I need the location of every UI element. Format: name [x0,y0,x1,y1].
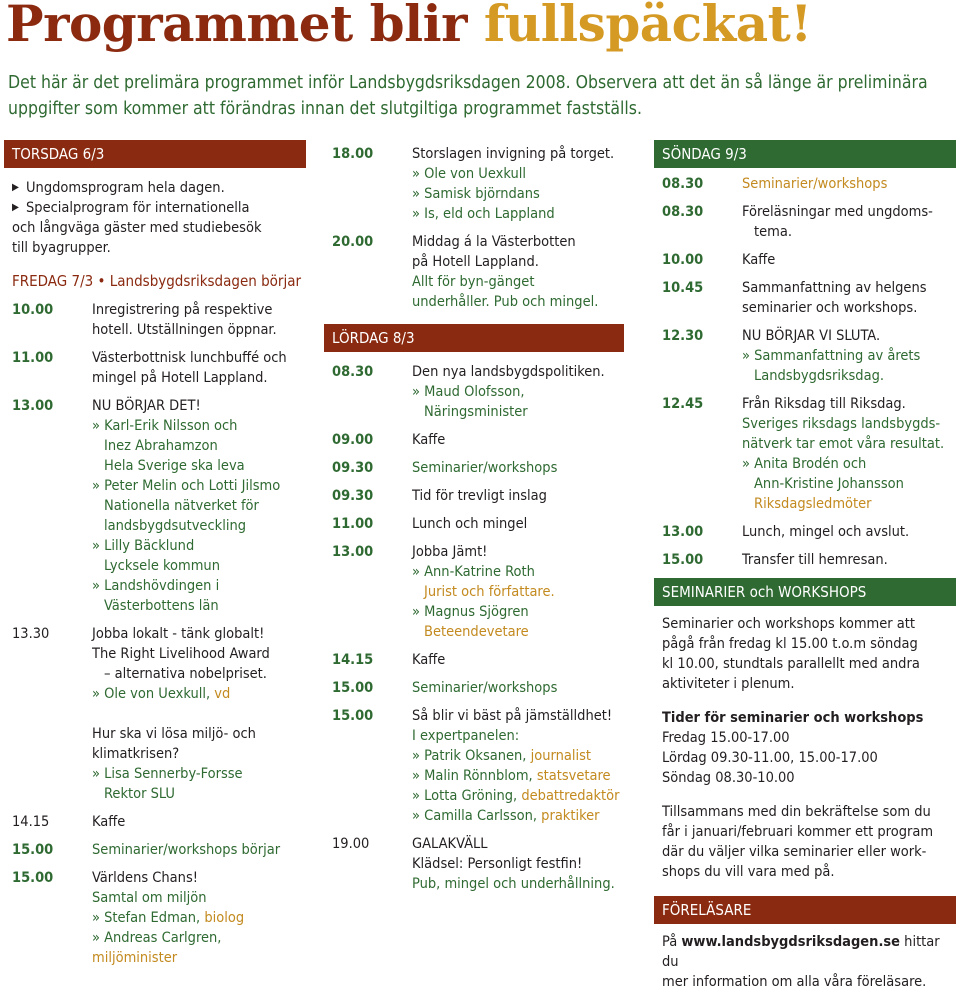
column-friday-saturday [324,144,624,902]
schedule-row: 15.00 Så blir vi bäst på jämställdhet! I expertpanelen: » Patrik Oksanen, journalist » Malin Rönnblom, statsvetare » Lotta Gröning, debattredaktör » Camilla Carlsson, praktiker [332,708,620,824]
seminarier-header: SEMINARIER och WORKSHOPS [654,578,956,606]
schedule-row: 19.00 GALAKVÄLL Klädsel: Personligt festfin! Pub, mingel och underhållning. [332,836,615,892]
schedule-row: 10.00 Kaffe [662,252,776,268]
schedule-row: 09.00 Kaffe [332,432,446,448]
schedule-row: 08.30 Den nya landsbygdspolitiken. » Maud Olofsson, Näringsminister [332,364,605,420]
fredag-header: FREDAG 7/3 • Landsbygdsriksdagen börjar [12,272,302,290]
schedule-row: 11.00 Västerbottnisk lunchbuffé och mingel på Hotell Lappland. [12,350,287,386]
schedule-row: 15.00 Världens Chans! Samtal om miljön » Stefan Edman, biolog » Andreas Carlgren, miljöminister [12,870,245,966]
schedule-row: 09.30 Seminarier/workshops [332,460,558,476]
schedule-row: 11.00 Lunch och mingel [332,516,528,532]
schedule-row: 15.00 Transfer till hemresan. [662,552,888,568]
schedule-row: 14.15 Kaffe [332,652,446,668]
seminarier-text: Seminarier och workshops kommer att pågå från fredag kl 15.00 t.o.m söndag kl 10.00, stundtals parallellt med andra aktiviteter i plenum. Tider för seminarier och workshops Fredag 15.00-17.00 Lördag 09.30-11.00, 15.00-17.00 Söndag 08.30-10.00 Tillsammans med din bekräftelse som du får i januari/februari kommer ett program där du väljer vilka seminarier eller work- shops du vill vara med på. [662,616,934,880]
schedule-row: 08.30 Föreläsningar med ungdoms- tema. [662,204,933,240]
schedule-row: 13.00 Jobba Jämt! » Ann-Katrine Roth Jurist och författare. » Magnus Sjögren Beteendevetare [332,544,555,640]
schedule-row: 08.30 Seminarier/workshops [662,176,888,192]
schedule-row: 20.00 Middag á la Västerbotten på Hotell Lappland. Allt för byn-gänget underhåller. Pub och mingel. [332,234,599,310]
schedule-row: 14.15 Kaffe [12,814,126,830]
schedule-row: 12.45 Från Riksdag till Riksdag. Sveriges riksdags landsbygds- nätverk tar emot våra resultat. » Anita Brodén och Ann-Kristine Johansson Riksdagsledmöter [662,396,945,512]
page-title [6,0,812,53]
torsdag-header: TORSDAG 6/3 [4,140,306,168]
schedule-row: 15.00 Seminarier/workshops börjar [12,842,281,858]
schedule-row: 15.00 Seminarier/workshops [332,680,558,696]
forelasare-header: FÖRELÄSARE [654,896,956,924]
bullet-item: ▶ Ungdomsprogram hela dagen. [12,180,225,196]
schedule-row: 13.00 NU BÖRJAR DET! » Karl-Erik Nilsson och Inez Abrahamzon Hela Sverige ska leva » Peter Melin och Lotti Jilsmo Nationella nätverket för landsbygdsutveckling » Lilly Bäcklund Lycksele kommun » Landshövdingen i Västerbottens län [12,398,281,614]
bullet-item: ▶ Specialprogram för internationella och långväga gäster med studiebesök till byagrupper. [12,200,262,256]
lordag-header: LÖRDAG 8/3 [324,324,624,352]
website-link[interactable]: www.landsbygdsriksdagen.se [681,934,901,950]
intro-text: Det här är det prelimära programmet inför Landsbygdsriksdagen 2008. Observera att det än så länge är preliminära uppgifter som kommer att förändras innan det slutgiltiga programmet fastställs. [8,73,928,119]
sondag-header: SÖNDAG 9/3 [654,140,956,168]
schedule-row: 18.00 Storslagen invigning på torget. » Ole von Uexkull » Samisk björndans » Is, eld och Lappland [332,146,615,222]
schedule-row: 10.45 Sammanfattning av helgens seminarier och workshops. [662,280,927,316]
column-sunday: SÖNDAG 9/3 08.30 Seminarier/workshops 08.30 Föreläsningar med ungdoms- tema. 10.00 Kaffe 10.45 Sammanfattning av helgens seminarier och workshops. 12.30 NU BÖRJAR VI SLUTA. » Sammanfattning av årets Landsbygdsriksdag. 12.45 Från Riksdag till Riksdag. Sveriges riksdags landsbygds- nätverk tar emot våra resultat. » Anita Brodén och Ann-Kristine Johansson Riksdagsledmöter 13.00 Lunch, mingel och avslut. 15.00 Transfer till hemresan. SEMINARIER och WORKSHOPS Seminarier och workshops kommer att pågå från fredag kl 15.00 t.o.m söndag kl 10.00, stundtals parallellt med andra aktiviteter i plenum. Tider för seminarier och workshops Fredag 15.00-17.00 Lördag 09.30-11.00, 15.00-17.00 Söndag 08.30-10.00 Tillsammans med din bekräftelse som du får i januari/februari kommer ett program där du väljer vilka seminarier eller work- shops du vill vara med på. FÖRELÄSARE På www.landsbygdsriksdagen.se hittar du mer information om alla våra föreläsare. [654,140,956,992]
triangle-bullet-icon: ▶ [12,202,19,213]
schedule-row: 13.30 Jobba lokalt - tänk globalt! The Right Livelihood Award – alternativa nobelpriset. » Ole von Uexkull, vd Hur ska vi lösa miljö- och klimatkrisen? » Lisa Sennerby-Forsse Rektor SLU [12,626,270,802]
schedule-row: 12.30 NU BÖRJAR VI SLUTA. » Sammanfattning av årets Landsbygdsriksdag. [662,328,921,384]
column-thursday-friday [4,140,306,976]
schedule-row: 10.00 Inregistrering på respektive hotell. Utställningen öppnar. [12,302,277,338]
title-highlight: fullspäckat! [483,0,812,53]
schedule-row: 13.00 Lunch, mingel och avslut. [662,524,910,540]
schedule-row: 09.30 Tid för trevligt inslag [332,488,547,504]
title-part1: Programmet blir [6,0,484,53]
triangle-bullet-icon: ▶ [12,182,19,193]
